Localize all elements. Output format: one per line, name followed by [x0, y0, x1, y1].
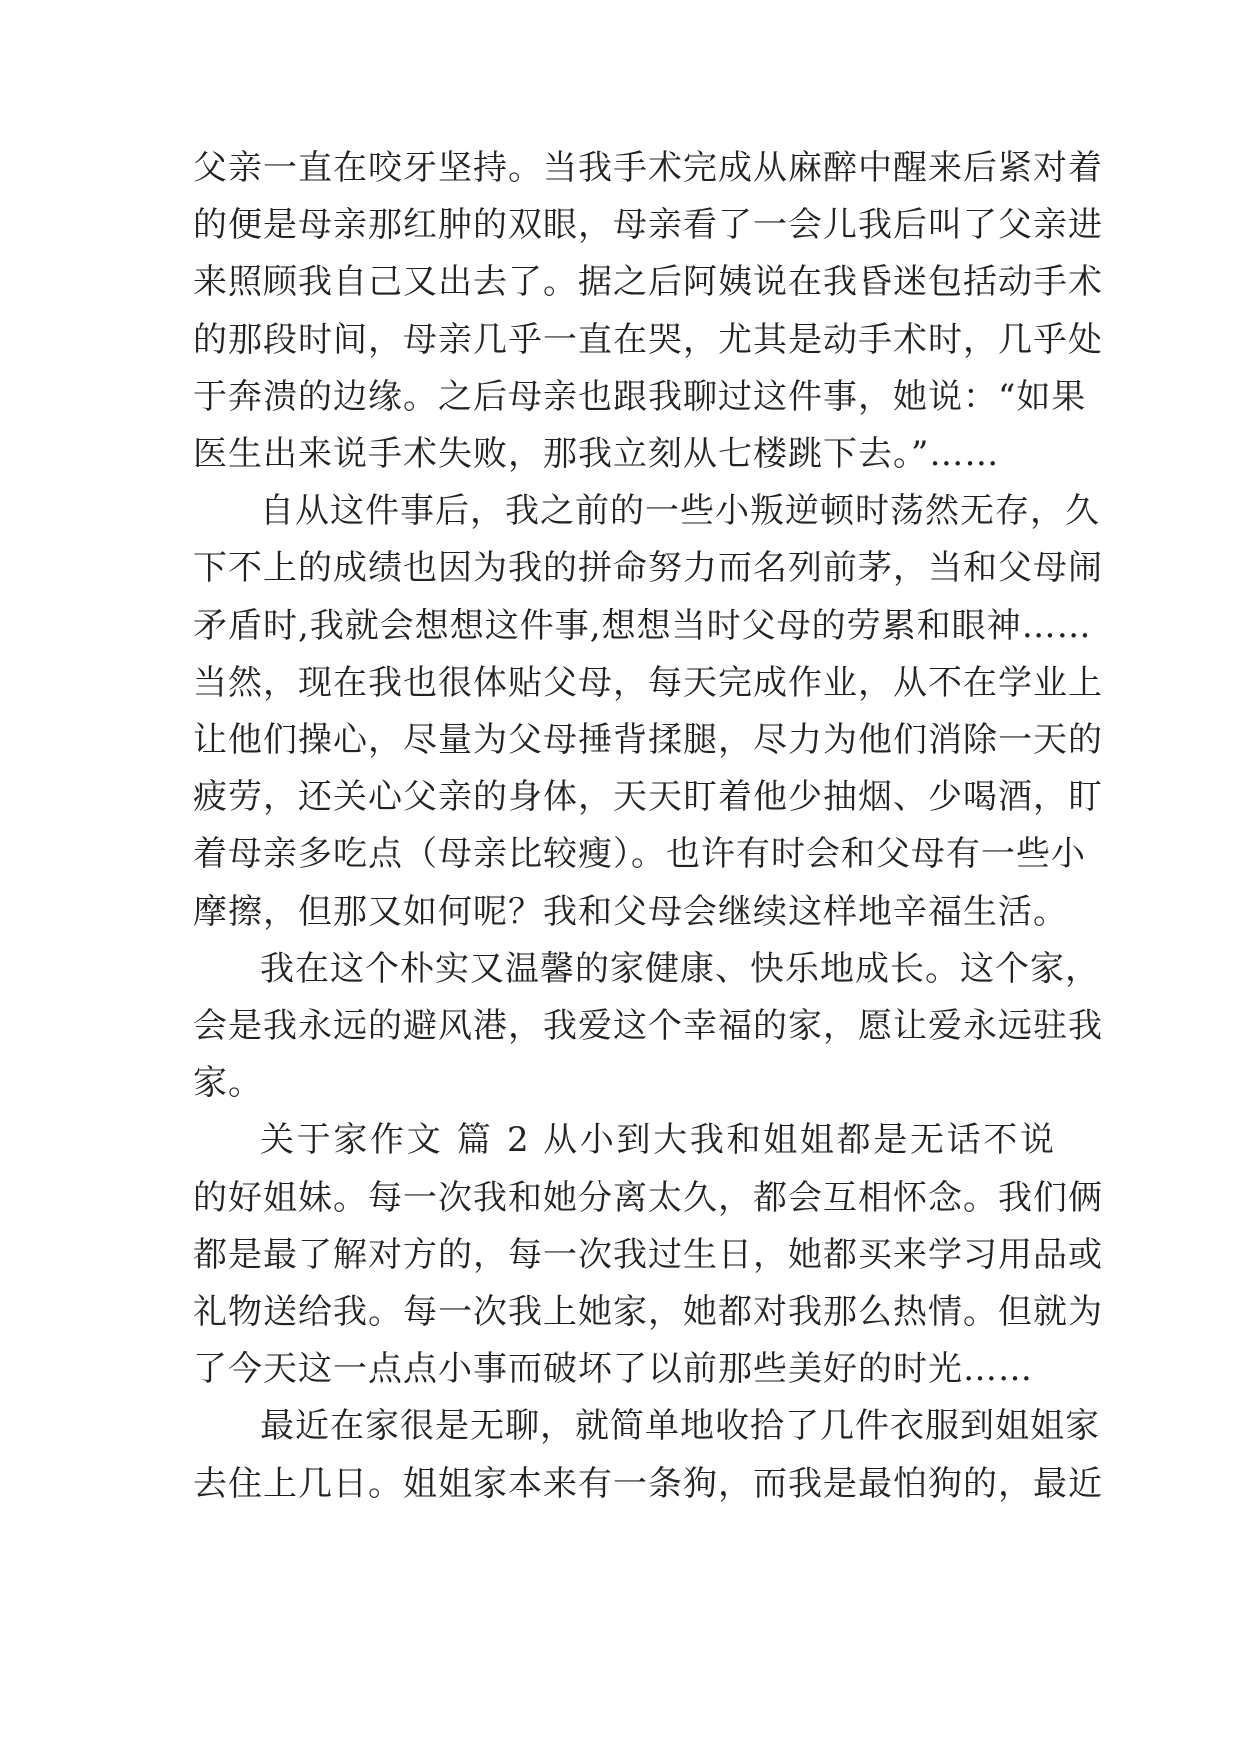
text-line: 疲劳，还关心父亲的身体，天天盯着他少抽烟、少喝酒，盯: [193, 777, 1103, 817]
text-line: 矛盾时,我就会想想这件事,想想当时父母的劳累和眼神……: [193, 606, 1092, 646]
text-line: 来照顾我自己又出去了。据之后阿姨说在我昏迷包括动手术: [193, 262, 1103, 302]
text-line: 去住上几日。姐姐家本来有一条狗，而我是最怕狗的，最近: [193, 1464, 1103, 1504]
text-line: 都是最了解对方的，每一次我过生日，她都买来学习用品或: [193, 1235, 1103, 1275]
text-line: 自从这件事后，我之前的一些小叛逆顿时荡然无存，久: [260, 491, 1100, 531]
text-line: 家。: [193, 1063, 263, 1103]
text-line: 下不上的成绩也因为我的拼命努力而名列前茅，当和父母闹: [193, 548, 1103, 588]
text-line: 会是我永远的避风港，我爱这个幸福的家，愿让爱永远驻我: [193, 1006, 1103, 1046]
text-line: 最近在家很是无聊，就简单地收拾了几件衣服到姐姐家: [260, 1406, 1100, 1446]
text-line: 着母亲多吃点（母亲比较瘦）。也许有时会和父母有一些小: [193, 834, 1086, 874]
text-line: 我在这个朴实又温馨的家健康、快乐地成长。这个家，: [260, 949, 1100, 989]
text-line: 的好姐妹。每一次我和她分离太久，都会互相怀念。我们俩: [193, 1178, 1103, 1218]
text-line: 礼物送给我。每一次我上她家，她都对我那么热情。但就为: [193, 1292, 1103, 1332]
text-line: 关于家作文 篇 2 从小到大我和姐姐都是无话不说: [260, 1120, 1055, 1160]
text-line: 于奔溃的边缘。之后母亲也跟我聊过这件事，她说：“如果: [193, 377, 1087, 417]
text-line: 的便是母亲那红肿的双眼，母亲看了一会儿我后叫了父亲进: [193, 205, 1103, 245]
text-line: 当然，现在我也很体贴父母，每天完成作业，从不在学业上: [193, 663, 1103, 703]
text-line: 医生出来说手术失败，那我立刻从七楼跳下去。”……: [193, 434, 1000, 474]
text-line: 了今天这一点点小事而破坏了以前那些美好的时光……: [193, 1349, 1033, 1389]
text-line: 摩擦，但那又如何呢？我和父母会继续这样地辛福生活。: [193, 892, 1068, 932]
text-line: 父亲一直在咬牙坚持。当我手术完成从麻醉中醒来后紧对着: [193, 148, 1103, 188]
text-line: 让他们操心，尽量为父母捶背揉腿，尽力为他们消除一天的: [193, 720, 1103, 760]
text-line: 的那段时间，母亲几乎一直在哭，尤其是动手术时，几乎处: [193, 320, 1103, 360]
